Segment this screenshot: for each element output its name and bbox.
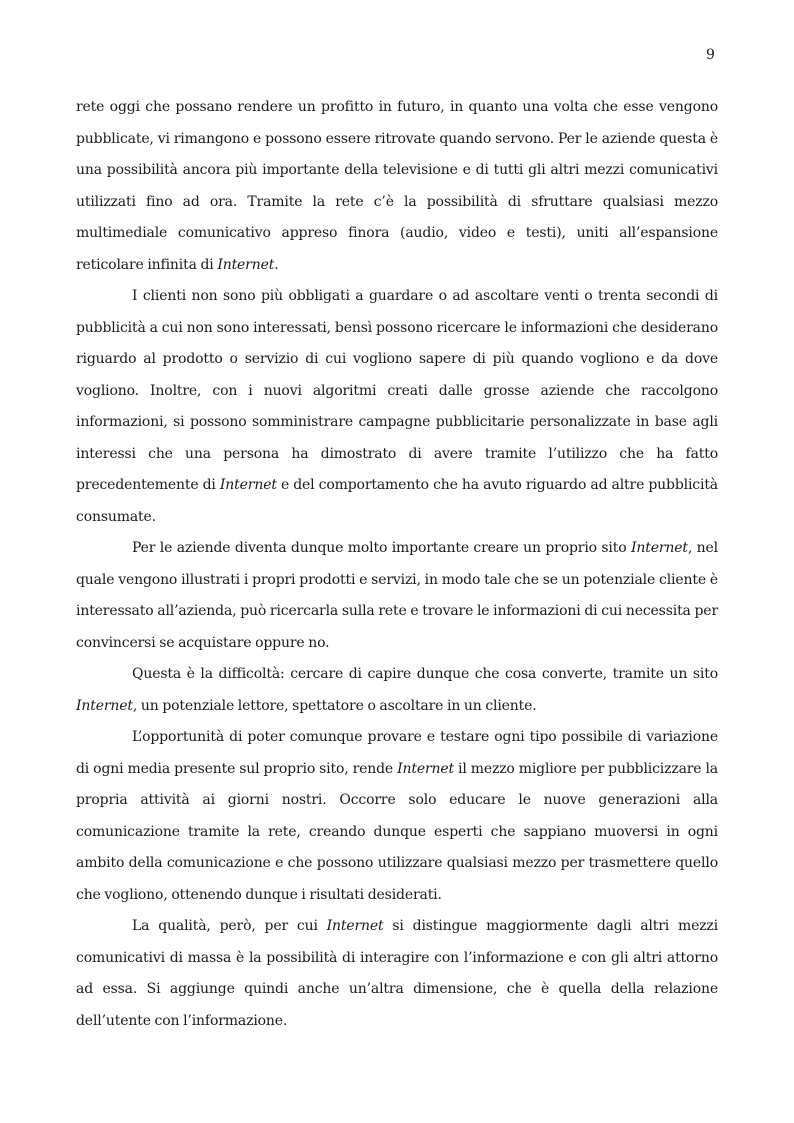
body-text — [76, 92, 718, 1037]
text-run: si distingue maggiormente dagli altri mezzi comunicativi di massa è la possibilità di interagire con l’informazione e con gli altri attorno ad essa. Si aggiunge quindi anche un’altra dimensione, che è quella della relazione dell’utente con l’informazione. — [76, 918, 718, 1029]
paragraph — [76, 722, 718, 911]
text-run: , nel quale vengono illustrati i propri prodotti e servizi, in modo tale che se un potenziale cliente è interessato all’azienda, può ricercarla sulla rete e trovare le informazioni di cui necessita per convincersi se acquistare oppure no. — [76, 540, 718, 651]
paragraph — [76, 533, 718, 659]
italic-term: Internet — [397, 760, 454, 777]
text-run: il mezzo migliore per pubblicizzare la propria attività ai giorni nostri. Occorre solo educare le nuove generazioni alla comunicazione tramite la rete, creando dunque esperti che sappiano muoversi in ogni ambito della comunicazione e che possono utilizzare qualsiasi mezzo per trasmettere quello che vogliono, ottenendo dunque i risultati desiderati. — [76, 760, 718, 903]
italic-term: Internet — [217, 256, 275, 273]
paragraph — [76, 281, 718, 533]
paragraph — [76, 92, 718, 281]
page-number: 9 — [706, 47, 715, 63]
text-run: L’opportunità di poter comunque provare e testare ogni tipo possibile di variazione di ogni media presente sul proprio sito, rende — [76, 729, 718, 777]
text-run: Per le aziende diventa dunque molto importante creare un proprio sito — [132, 540, 631, 556]
italic-term: Internet — [219, 477, 277, 493]
text-run: Questa è la difficoltà: cercare di capire dunque che cosa converte, tramite un sito — [132, 666, 718, 682]
italic-term: Internet — [76, 697, 133, 714]
paragraph — [76, 659, 718, 722]
text-run: , un potenziale lettore, spettatore o ascoltare in un cliente. — [132, 697, 537, 714]
text-run: La qualità, però, per cui — [132, 918, 327, 934]
paragraph — [76, 911, 718, 1037]
text-run: rete oggi che possano rendere un profitto in futuro, in quanto una volta che esse vengono pubblicate, vi rimangono e possono essere ritrovate quando servono. Per le aziende questa è una possibilità ancora più importante della televisione e di tutti gli altri mezzi comunicativi utilizzati fino ad ora. Tramite la rete c’è la possibilità di sfruttare qualsiasi mezzo multimediale comunicativo appreso finora (audio, video e testi), uniti all’espansione reticolare infinita di — [76, 99, 718, 273]
italic-term: Internet — [326, 918, 384, 934]
italic-term: Internet — [631, 540, 688, 556]
text-run: e del comportamento che ha avuto riguardo ad altre pubblicità consumate. — [76, 477, 718, 525]
text-run: I clienti non sono più obbligati a guardare o ad ascoltare venti o trenta secondi di pubblicità a cui non sono interessati, bensì possono ricercare le informazioni che desiderano riguardo al prodotto o servizio di cui vogliono sapere di più quando vogliono e da dove vogliono. Inoltre, con i nuovi algoritmi creati dalle grosse aziende che raccolgono informazioni, si possono somministrare campagne pubblicitarie personalizzate in base agli interessi che una persona ha dimostrato di avere tramite l’utilizzo che ha fatto precedentemente di — [76, 288, 718, 493]
text-run: . — [274, 256, 279, 273]
